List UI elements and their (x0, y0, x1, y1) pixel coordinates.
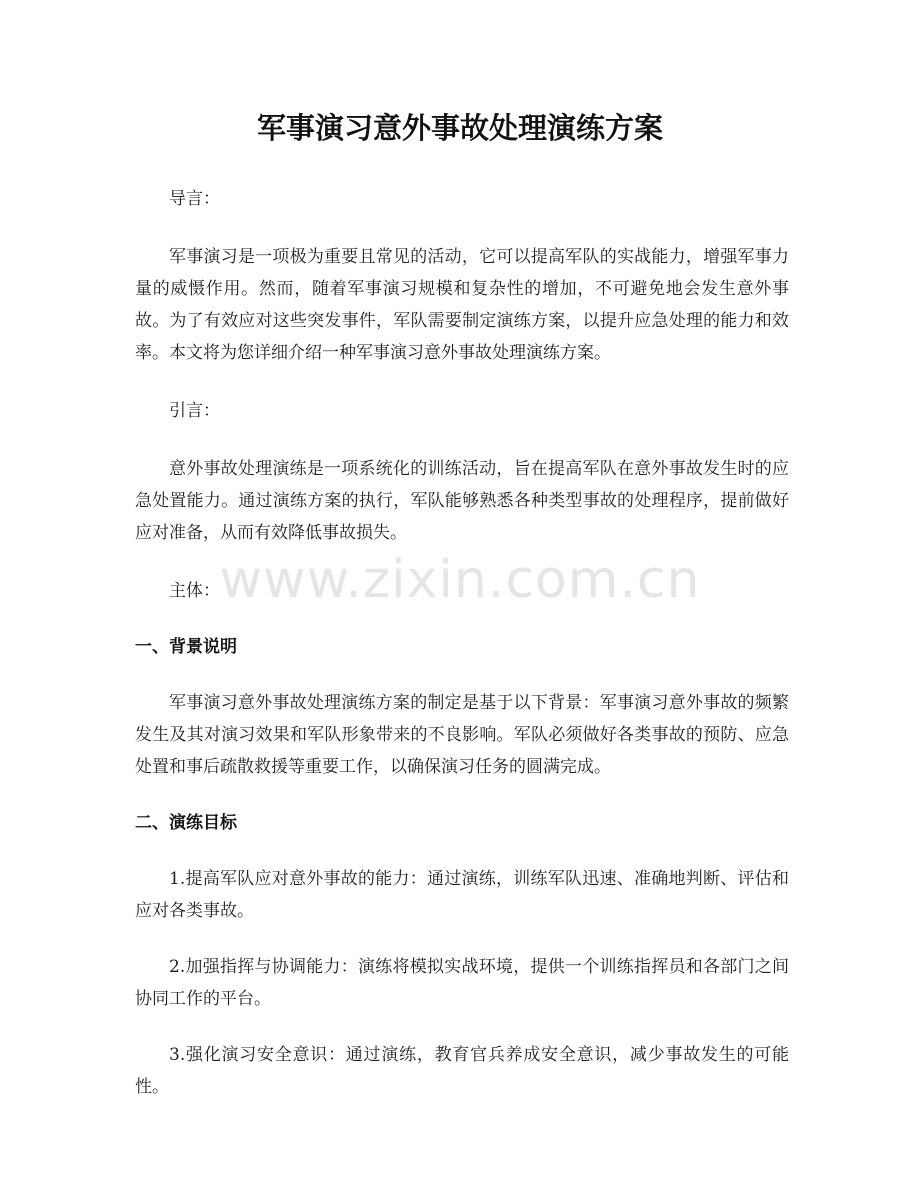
section-heading-background: 一、背景说明 (135, 637, 237, 657)
goal-item: 2.加强指挥与协调能力：演练将模拟实战环境，提供一个训练指挥员和各部门之间协同工作的平台。 (135, 957, 789, 1009)
section-paragraph-background: 军事演习意外事故处理演练方案的制定是基于以下背景：军事演习意外事故的频繁发生及其对演习效果和军队形象带来的不良影响。军队必须做好各类事故的预防、应急处置和事后疏散救援等重要工作，以确保演习任务的圆满完成。 (135, 693, 789, 777)
intro-paragraph: 军事演习是一项极为重要且常见的活动，它可以提高军队的实战能力，增强军事力量的威慑作用。然而，随着军事演习规模和复杂性的增加，不可避免地会发生意外事故。为了有效应对这些突发事件，军队需要制定演练方案，以提升应急处理的能力和效率。本文将为您详细介绍一种军事演习意外事故处理演练方案。 (135, 247, 789, 363)
intro-label: 导言： (169, 189, 220, 209)
goal-item: 1.提高军队应对意外事故的能力：通过演练，训练军队迅速、准确地判断、评估和应对各类事故。 (135, 869, 789, 921)
preface-paragraph: 意外事故处理演练是一项系统化的训练活动，旨在提高军队在意外事故发生时的应急处置能力。通过演练方案的执行，军队能够熟悉各种类型事故的处理程序，提前做好应对准备，从而有效降低事故损失。 (135, 459, 789, 543)
section-heading-goals: 二、演练目标 (135, 813, 237, 833)
goal-item: 3.强化演习安全意识：通过演练，教育官兵养成安全意识，减少事故发生的可能性。 (135, 1045, 789, 1097)
body-label: 主体： (169, 581, 220, 601)
watermark-text: www.zixin.com.cn (219, 550, 701, 610)
document-body (135, 183, 789, 1103)
preface-label: 引言： (169, 401, 220, 421)
document-title: 军事演习意外事故处理演练方案 (256, 111, 663, 145)
